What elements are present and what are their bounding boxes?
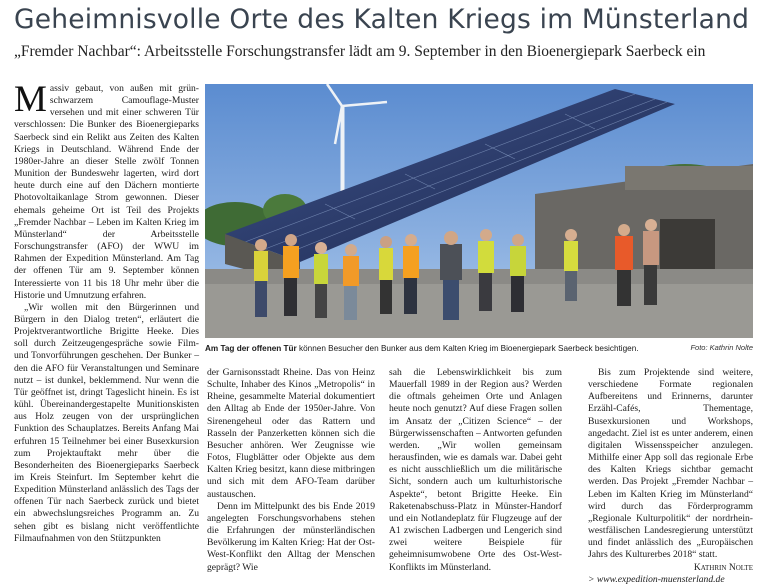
subheadline: „Fremder Nachbar“: Arbeitsstelle Forschungstransfer lädt am 9. September in den Bioenergiepark Saerbeck ein bbox=[14, 43, 706, 60]
paragraph: sah die Lebenswirklichkeit bis zum Mauerfall 1989 in der Region aus? Werden die oftmals geheimen Orte und Anlagen heute noch genutzt? Auf diese Fragen sollen im Ansatz der „Citizen Science“ – der Bürgerwissenschaften – Antworten gefunden werden. „Wir wollen gemeinsam herausfinden, wie es damals war. Dabei geht es nicht ausschließlich um die militärische Sicht, sondern auch um kulturhistorische Aspekte“, betont Brigitte Heeke. Ein Raketenabschuss-Platz in Münster-Handorf und ein Notlandeplatz für Flugzeuge auf der A1 zwischen Ladbergen und Lengerich sind zwei weitere Beispiele für geheimnisumwobene Orte des Ost-West-Konflikts im Münsterland. bbox=[389, 367, 562, 573]
headline: Geheimnisvolle Orte des Kalten Kriegs im Münsterland bbox=[14, 4, 750, 35]
paragraph-text: assiv gebaut, von außen mit grün-schwarzem Camouflage-Muster versehen und mit einer schweren Tür verschlossen: Die Bunker des Bioenergieparks Saerbeck sind ein Relikt aus Zeiten des Kalten Kriegs in Deutschland. Während Ende der 1980er-Jahre an dieser Stelle zwölf Tonnen Munition der Bundeswehr lagerten, wird dort heute durch eine auf den Dächern montierte Photovoltaikanlage Strom gewonnen. Dieser ehemals geheime Ort ist Teil des Projekts „Fremder Nachbar – Leben im Kalten Krieg im Münsterland“ der Arbeitsstelle Forschungstransfer (AFO) der WWU im Rahmen der Expedition Münsterland. Am Tag der offenen Tür am 9. September können Interessierte von 11 bis 18 Uhr mehr über die Historie und Umnutzung erfahren. bbox=[14, 83, 199, 301]
text-column-4 bbox=[588, 367, 753, 586]
paragraph: „Wir wollen mit den Bürgerinnen und Bürgern in den Dialog treten“, erläutert die Projektverantwortliche Brigitte Heeke. Dies soll durch Zeitzeugengespräche sowie Film- und Tonvorführungen geschehen. Der Bunker – den die AFO für Veranstaltungen und Seminare nutzt – ist dunkel, beklemmend. Nur wenn die Tür geöffnet ist, dringt Tageslicht hinein. Es ist kühl. Übereinandergestapelte Munitionskisten aus Holz zeugen von der ursprünglichen Funktion des Schauplatzes. Bereits Anfang Mai erfuhren 15 Teilnehmer bei einer Busexkursion zum Projektauftakt mehr über die Besonderheiten des Bioenergieparks Saerbeck im Kreis Steinfurt. Im September kehrt die Expedition Münsterland anlässlich des Tags der offenen Tür nach Saerbeck zurück und bietet ein abwechslungsreiches Programm an. Zu sehen gibt es bislang nicht veröffentlichte Filmaufnahmen von den Stützpunkten bbox=[14, 301, 199, 544]
paragraph bbox=[14, 79, 199, 302]
paragraph: Denn im Mittelpunkt des bis Ende 2019 angelegten Forschungsvorhabens stehen die Erfahrungen der münsterländischen Bevölkerung im Kalten Krieg: Hat der Ost-West-Konflikt den Alltag der Menschen geprägt? Wie bbox=[207, 500, 375, 573]
photo-credit: Foto: Kathrin Nolte bbox=[690, 343, 753, 352]
website-link[interactable]: > www.expedition-muensterland.de bbox=[588, 573, 725, 585]
photo-caption bbox=[205, 343, 753, 354]
article-photo bbox=[205, 84, 753, 338]
paragraph: der Garnisonsstadt Rheine. Das von Heinz Schulte, Inhaber des Kinos „Metropolis“ in Rheine, gesammelte Material dokumentiert den Alltag ab Ende der 1950er-Jahre. Von Sirenengeheul oder das Rattern und Rasseln der Panzerketten können sich die Besucher anhören. Wer Zeugnisse wie Fotos, Flugblätter oder Objekte aus dem Kalten Krieg besitzt, kann diese mitbringen und sich mit dem AFO-Team darüber austauschen. bbox=[207, 367, 375, 500]
paragraph: Bis zum Projektende sind weitere, verschiedene Formate regionalen Aufbereitens und Erinnerns, darunter Erzähl-Cafés, Thementage, Busexkursionen und Workshops, angedacht. Ziel ist es unter anderem, einen digitalen Wissensspeicher anzulegen. Mithilfe einer App soll das regionale Erbe des Kalten Kriegs sichtbar gemacht werden. Das Projekt „Fremder Nachbar – Leben im Kalten Krieg im Münsterland“ wird durch das Förderprogramm „Regionale Kulturpolitik“ der nordrhein-westfälischen Landesregierung unterstützt und findet anlässlich des „Europäischen Jahrs des Kulturerbes 2018“ statt. bbox=[588, 367, 753, 561]
text-column-2 bbox=[207, 367, 375, 574]
caption-lead: Am Tag der offenen Tür bbox=[205, 344, 297, 353]
author-name: Kathrin Nolte bbox=[693, 561, 753, 573]
text-column-1 bbox=[14, 79, 199, 545]
caption-text: können Besucher den Bunker aus dem Kalten Krieg im Bioenergiepark Saerbeck besichtigen. bbox=[296, 344, 639, 353]
text-column-3 bbox=[389, 367, 562, 574]
drop-cap: M bbox=[14, 79, 47, 120]
